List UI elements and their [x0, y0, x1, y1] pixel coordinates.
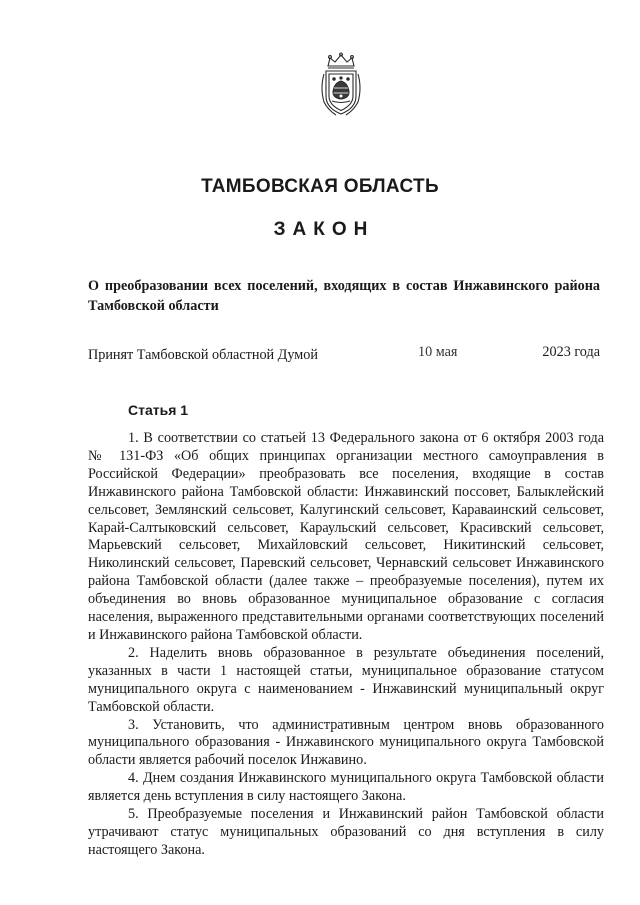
article-paragraph: 1. В соответствии со статьей 13 Федерального закона от 6 октября 2003 года № 131-ФЗ «Об общих принципах организации местного самоуправления в Российской Федерации» преобразовать все поселения, входящие в состав Инжавинского района Тамбовской области: Инжавинский поссовет, Балыклейский сельсовет, Землянский сельсовет, Калугинский сельсовет, Караваинский сельсовет, Карай-Салтыковский сельсовет, Караульский сельсовет, Красивский сельсовет, Марьевский сельсовет, Михайловский сельсовет, Никитинский сельсовет, Николинский сельсовет, Паревский сельсовет, Чернавский сельсовет Инжавинского района Тамбовской области (далее также – преобразуемые поселения), путем их объединения во вновь образованное муниципальное образование с согласия населения, выраженного представительными органами соответствующих поселений и Инжавинского района Тамбовской области.: [88, 430, 604, 643]
document-type: ЗАКОН: [273, 219, 375, 240]
adoption-line: [88, 345, 600, 365]
article-paragraph: 4. Днем создания Инжавинского муниципального округа Тамбовской области является день вступления в силу настоящего Закона.: [88, 770, 604, 805]
article-paragraph: 5. Преобразуемые поселения и Инжавинский район Тамбовской области утрачивают статус муниципальных образований со дня вступления в силу настоящего Закона.: [88, 806, 604, 858]
tambov-coat-of-arms-icon: [318, 52, 364, 118]
adopted-by: Принят Тамбовской областной Думой: [88, 347, 318, 363]
article-body: [88, 430, 604, 860]
region-title: ТАМБОВСКАЯ ОБЛАСТЬ: [201, 176, 439, 197]
adoption-day: 10 мая: [418, 344, 458, 360]
adoption-year: 2023 года: [542, 344, 600, 360]
article-paragraph: 3. Установить, что административным центром вновь образованного муниципального образования - Инжавинского муниципального округа Тамбовской области является рабочий поселок Инжавино.: [88, 716, 604, 769]
article-heading: Статья 1: [128, 402, 189, 418]
article-paragraph: 2. Наделить вновь образованное в результате объединения поселений, указанных в части 1 настоящей статьи, муниципальное образование статусом муниципального округа с наименованием - Инжавинский муниципальный округ Тамбовской области.: [88, 644, 604, 715]
law-title: О преобразовании всех поселений, входящих в состав Инжавинского района Тамбовской области: [88, 278, 600, 314]
